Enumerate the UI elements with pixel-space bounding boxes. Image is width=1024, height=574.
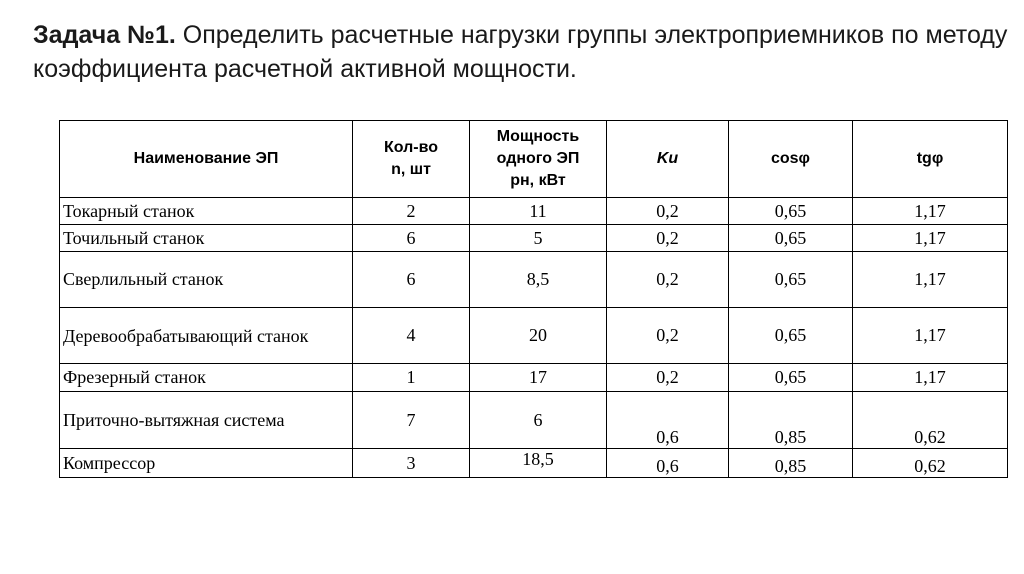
row-ki: 0,2	[607, 198, 729, 225]
row-count: 6	[353, 225, 470, 252]
row-name: Токарный станок	[60, 198, 353, 225]
row-power: 6	[470, 392, 607, 449]
row-tg: 0,62	[853, 392, 1008, 449]
row-ki: 0,2	[607, 364, 729, 392]
row-tg: 1,17	[853, 252, 1008, 308]
task-number: Задача №1.	[33, 21, 176, 49]
row-count: 1	[353, 364, 470, 392]
row-cos: 0,85	[729, 449, 853, 478]
header-count	[353, 121, 470, 198]
row-cos: 0,65	[729, 252, 853, 308]
table-row	[60, 198, 1008, 225]
header-power-line1: Мощность	[496, 128, 580, 145]
row-cos: 0,65	[729, 198, 853, 225]
row-name: Фрезерный станок	[60, 364, 353, 392]
row-count: 4	[353, 308, 470, 364]
row-count: 3	[353, 449, 470, 478]
row-ki: 0,2	[607, 225, 729, 252]
row-power: 17	[470, 364, 607, 392]
header-name: Наименование ЭП	[60, 121, 353, 198]
row-name: Точильный станок	[60, 225, 353, 252]
table-header-row	[60, 121, 1008, 198]
task-text: Определить расчетные нагрузки группы электроприемников по методу коэффициента расчетной активной мощности.	[33, 21, 1008, 83]
row-ki: 0,6	[607, 392, 729, 449]
row-tg: 1,17	[853, 225, 1008, 252]
row-name: Компрессор	[60, 449, 353, 478]
task-statement	[33, 18, 1008, 86]
row-tg: 1,17	[853, 198, 1008, 225]
row-cos: 0,65	[729, 364, 853, 392]
table-row	[60, 308, 1008, 364]
header-tg: tgφ	[853, 121, 1008, 198]
row-power: 11	[470, 198, 607, 225]
row-power: 5	[470, 225, 607, 252]
row-tg: 0,62	[853, 449, 1008, 478]
header-power-line2: одного ЭП	[496, 150, 580, 167]
row-count: 7	[353, 392, 470, 449]
table-row	[60, 252, 1008, 308]
table-row	[60, 449, 1008, 478]
row-power: 18,5	[470, 449, 607, 478]
table-row	[60, 225, 1008, 252]
row-name: Приточно-вытяжная система	[60, 392, 353, 449]
row-count: 6	[353, 252, 470, 308]
row-power: 20	[470, 308, 607, 364]
row-ki: 0,6	[607, 449, 729, 478]
row-cos: 0,65	[729, 225, 853, 252]
header-power	[470, 121, 607, 198]
header-count-line1: Кол-во	[383, 139, 439, 156]
row-name: Деревообрабатывающий станок	[60, 308, 353, 364]
row-ki: 0,2	[607, 308, 729, 364]
table-row	[60, 364, 1008, 392]
header-power-line3: pн, кВт	[510, 172, 566, 189]
row-tg: 1,17	[853, 364, 1008, 392]
header-cos: cosφ	[729, 121, 853, 198]
row-cos: 0,65	[729, 308, 853, 364]
header-ki: Kи	[607, 121, 729, 198]
row-ki: 0,2	[607, 252, 729, 308]
loads-table	[59, 120, 1008, 478]
row-cos: 0,85	[729, 392, 853, 449]
row-name: Сверлильный станок	[60, 252, 353, 308]
table-row	[60, 392, 1008, 449]
row-tg: 1,17	[853, 308, 1008, 364]
row-power: 8,5	[470, 252, 607, 308]
row-count: 2	[353, 198, 470, 225]
header-count-line2: n, шт	[391, 161, 431, 178]
